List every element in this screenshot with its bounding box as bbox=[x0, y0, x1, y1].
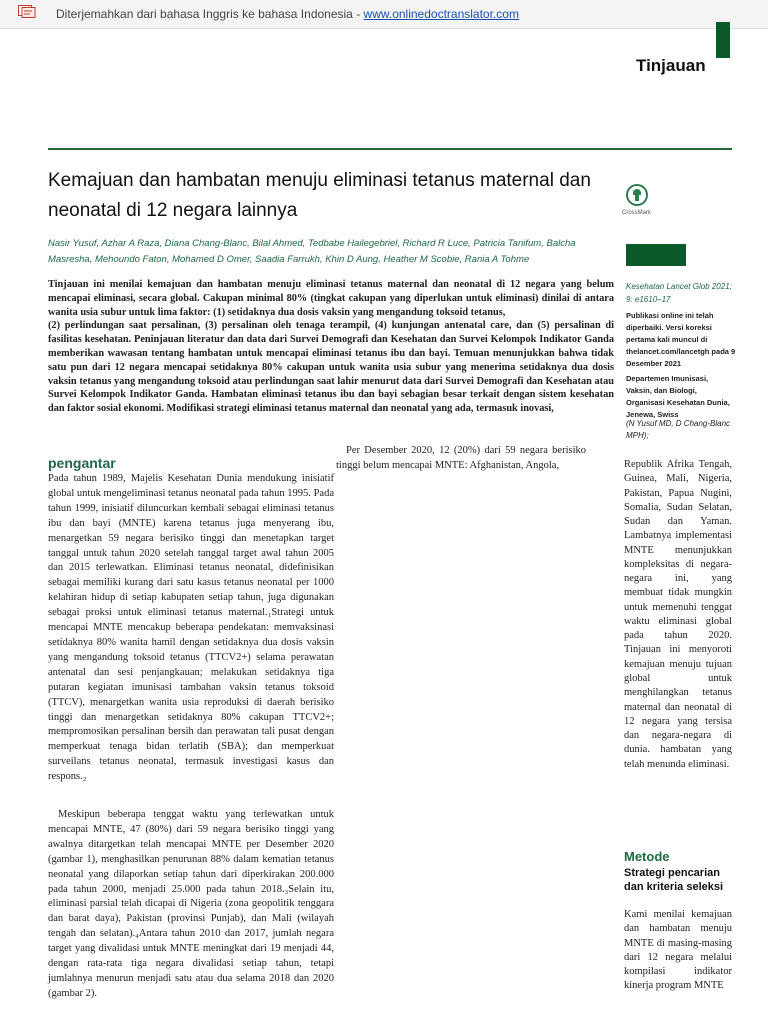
journal-accent-bar bbox=[716, 22, 730, 58]
translation-text: Diterjemahkan dari bahasa Inggris ke bahasa Indonesia - bbox=[56, 7, 364, 21]
translator-link[interactable]: www.onlinedoctranslator.com bbox=[363, 7, 519, 21]
intro-heading: pengantar bbox=[48, 455, 116, 471]
article-title: Kemajuan dan hambatan menuju eliminasi tetanus maternal dan neonatal di 12 negara lainnya bbox=[48, 170, 591, 221]
crossmark-icon[interactable] bbox=[626, 184, 648, 206]
sidebar-info bbox=[626, 281, 736, 424]
correspondence: (N Yusuf MD, D Chang-Blanc MPH); bbox=[626, 419, 731, 440]
intro-paragraph-1: Pada tahun 1989, Majelis Kesehatan Dunia mendukung inisiatif global untuk mengeliminasi tetanus neonatal pada tahun 1995. Pada tahun 1999, inisiatif diluncurkan kembali sebagai eliminasi tetanus ibu dan bayi (MNTE) karena tetanus juga menyerang ibu, menargetkan 59 negara berisiko tinggi dan menetapkan target tanggal untuk tahun 2020 setelah tanggal target awal tahun 2005 dan 2015 terlewatkan. Eliminasi tetanus neonatal, didefinisikan sebagai memiliki kurang dari satu kasus tetanus neonatal per 1000 kelahiran hidup di setiap kabupaten setiap tahun, juga digunakan sebagai proksi untuk eliminasi tetanus maternal.₁Strategi untuk mencapai MNTE mencakup beberapa pendekatan: memvaksinasi setidaknya 80% wanita hamil dengan setidaknya dua dosis vaksin yang mengandung toksoid tetanus (TTCV2+) selama perawatan antenatal dan sesi penjangkauan; melakukan setidaknya tiga putaran kegiatan imunisasi tambahan vaksin tetanus toksoid (TTCV), menargetkan wanita usia reproduksi di daerah berisiko tinggi dan menargetkan setidaknya 80% cakupan TTCV2+; mempromosikan persalinan bersih dan perawatan tali pusat dengan memperkuat tenaga bidan terlatih (SBA); dan memperkuat surveilans tetanus neonatal, termasuk investigasi kasus dan respons.₂ bbox=[48, 473, 334, 783]
journal-logo-block bbox=[626, 244, 686, 266]
translator-logo-icon bbox=[18, 5, 36, 18]
citation: Kesehatan Lancet Glob 2021; 9: e1610–17 bbox=[626, 282, 732, 304]
abstract bbox=[48, 278, 614, 416]
affiliation: Departemen Imunisasi, Vaksin, dan Biologi, Organisasi Kesehatan Dunia, Jenewa, Swiss bbox=[626, 373, 730, 419]
column3-paragraph: Republik Afrika Tengah, Guinea, Mali, Nigeria, Pakistan, Papua Nugini, Somalia, Sudan Selatan, Sudan dan Yaman. Lambatnya implementasi MNTE menunjukkan kompleksitas di negara-negara ini, yang membuat tidak mungkin untuk memenuhi tenggat waktu eliminasi global pada tahun 2020. Tinjauan ini menyoroti kemajuan menuju tujuan global untuk menghilangkan tetanus maternal dan neonatal di 12 negara yang tersisa dan negara-negara di dunia. hambatan yang telah menunda eliminasi. bbox=[624, 459, 732, 770]
abstract-paragraph: (2) perlindungan saat persalinan, (3) persalinan oleh tenaga terampil, (4) kunjungan antenatal care, dan (5) persalinan di fasilitas kesehatan. Peninjauan literatur dan data dari Survei Demografi dan Kesehatan dan Survei Kelompok Indikator Ganda memberikan wawasan tentang hambatan untuk mencapai eliminasi tetanus ibu dan bayi. Temuan menunjukkan bahwa tidak satu pun dari 12 negara mencapai setidaknya 80% cakupan untuk wanita usia subur yang menerima setidaknya dua dosis vaksin tetanus yang mengandung toksoid atau perlindungan saat lahir menurut data dari Survei Demografi dan Kesehatan atau Survei Kelompok Indikator Ganda. Hambatan eliminasi tetanus ibu dan bayi sebagian besar terkait dengan sistem kesehatan dan faktor sosial ekonomi. Modifikasi strategi eliminasi tetanus maternal dan neonatal yang ada, termasuk inovasi, bbox=[48, 320, 614, 415]
strategy-heading: Strategi pencarian dan kriteria seleksi bbox=[624, 867, 724, 894]
translation-bar bbox=[0, 0, 768, 29]
methods-heading: Metode bbox=[624, 849, 670, 864]
intro-paragraph-2: Meskipun beberapa tenggat waktu yang terlewatkan untuk mencapai MNTE, 47 (80%) dari 59 negara berisiko tinggi yang awalnya ditargetkan telah mencapai MNTE per Desember 2020 (gambar 1), menghasilkan penurunan 88% dalam kematian tetanus neonatal yang dilaporkan setiap tahun dari diperkirakan 200.000 pada tahun 2000, menjadi 25.000 pada tahun 2018.₃Selain itu, eliminasi parsial telah dicapai di Nigeria (zona geopolitik tenggara dan barat daya), Pakistan (provinsi Punjab), dan Mali (wilayah tengah dan selatan).₄Antara tahun 2010 dan 2017, jumlah negara target yang divalidasi untuk MNTE meningkat dari 19 menjadi 44, dengan rata-rata tiga negara divalidasi setiap tahun, tetapi jumlahnya menurun menjadi satu atau dua selama 2018 dan 2020 (gambar 2). bbox=[48, 809, 334, 999]
article-type-label: Tinjauan bbox=[636, 56, 706, 75]
publication-note: Publikasi online ini telah diperbaiki. Versi koreksi pertama kali muncul di thelancet.com/lancetgh pada 9 Desember 2021 bbox=[626, 310, 736, 368]
author-list: Nasir Yusuf, Azhar A Raza, Diana Chang-Blanc, Bilal Ahmed, Tedbabe Hailegebriel, Richard R Luce, Patricia Tanifum, Balcha Masresha, Mehoundo Faton, Mohamed D Omer, Saadia Farrukh, Khin D Aung, Heather M Scobie, Rania A Tohme bbox=[48, 238, 576, 266]
abstract-paragraph: Tinjauan ini menilai kemajuan dan hambatan menuju eliminasi tetanus maternal dan neonatal di 12 negara yang belum mencapai eliminasi, secara global. Cakupan minimal 80% (tingkat cakupan yang diperlukan untuk eliminasi) dinilai di antara wanita usia subur untuk lima faktor: (1) setidaknya dua dosis vaksin yang mengandung toksoid tetanus, bbox=[48, 279, 614, 318]
header-divider bbox=[48, 148, 732, 150]
methods-paragraph: Kami menilai kemajuan dan hambatan menuju MNTE di masing-masing dari 12 negara melalui kompilasi indikator kinerja program MNTE bbox=[624, 909, 732, 992]
column2-paragraph: Per Desember 2020, 12 (20%) dari 59 negara berisiko tinggi belum mencapai MNTE: Afghanistan, Angola, bbox=[336, 445, 586, 471]
translation-notice bbox=[56, 7, 519, 21]
crossmark-label: CrossMark bbox=[622, 210, 652, 216]
